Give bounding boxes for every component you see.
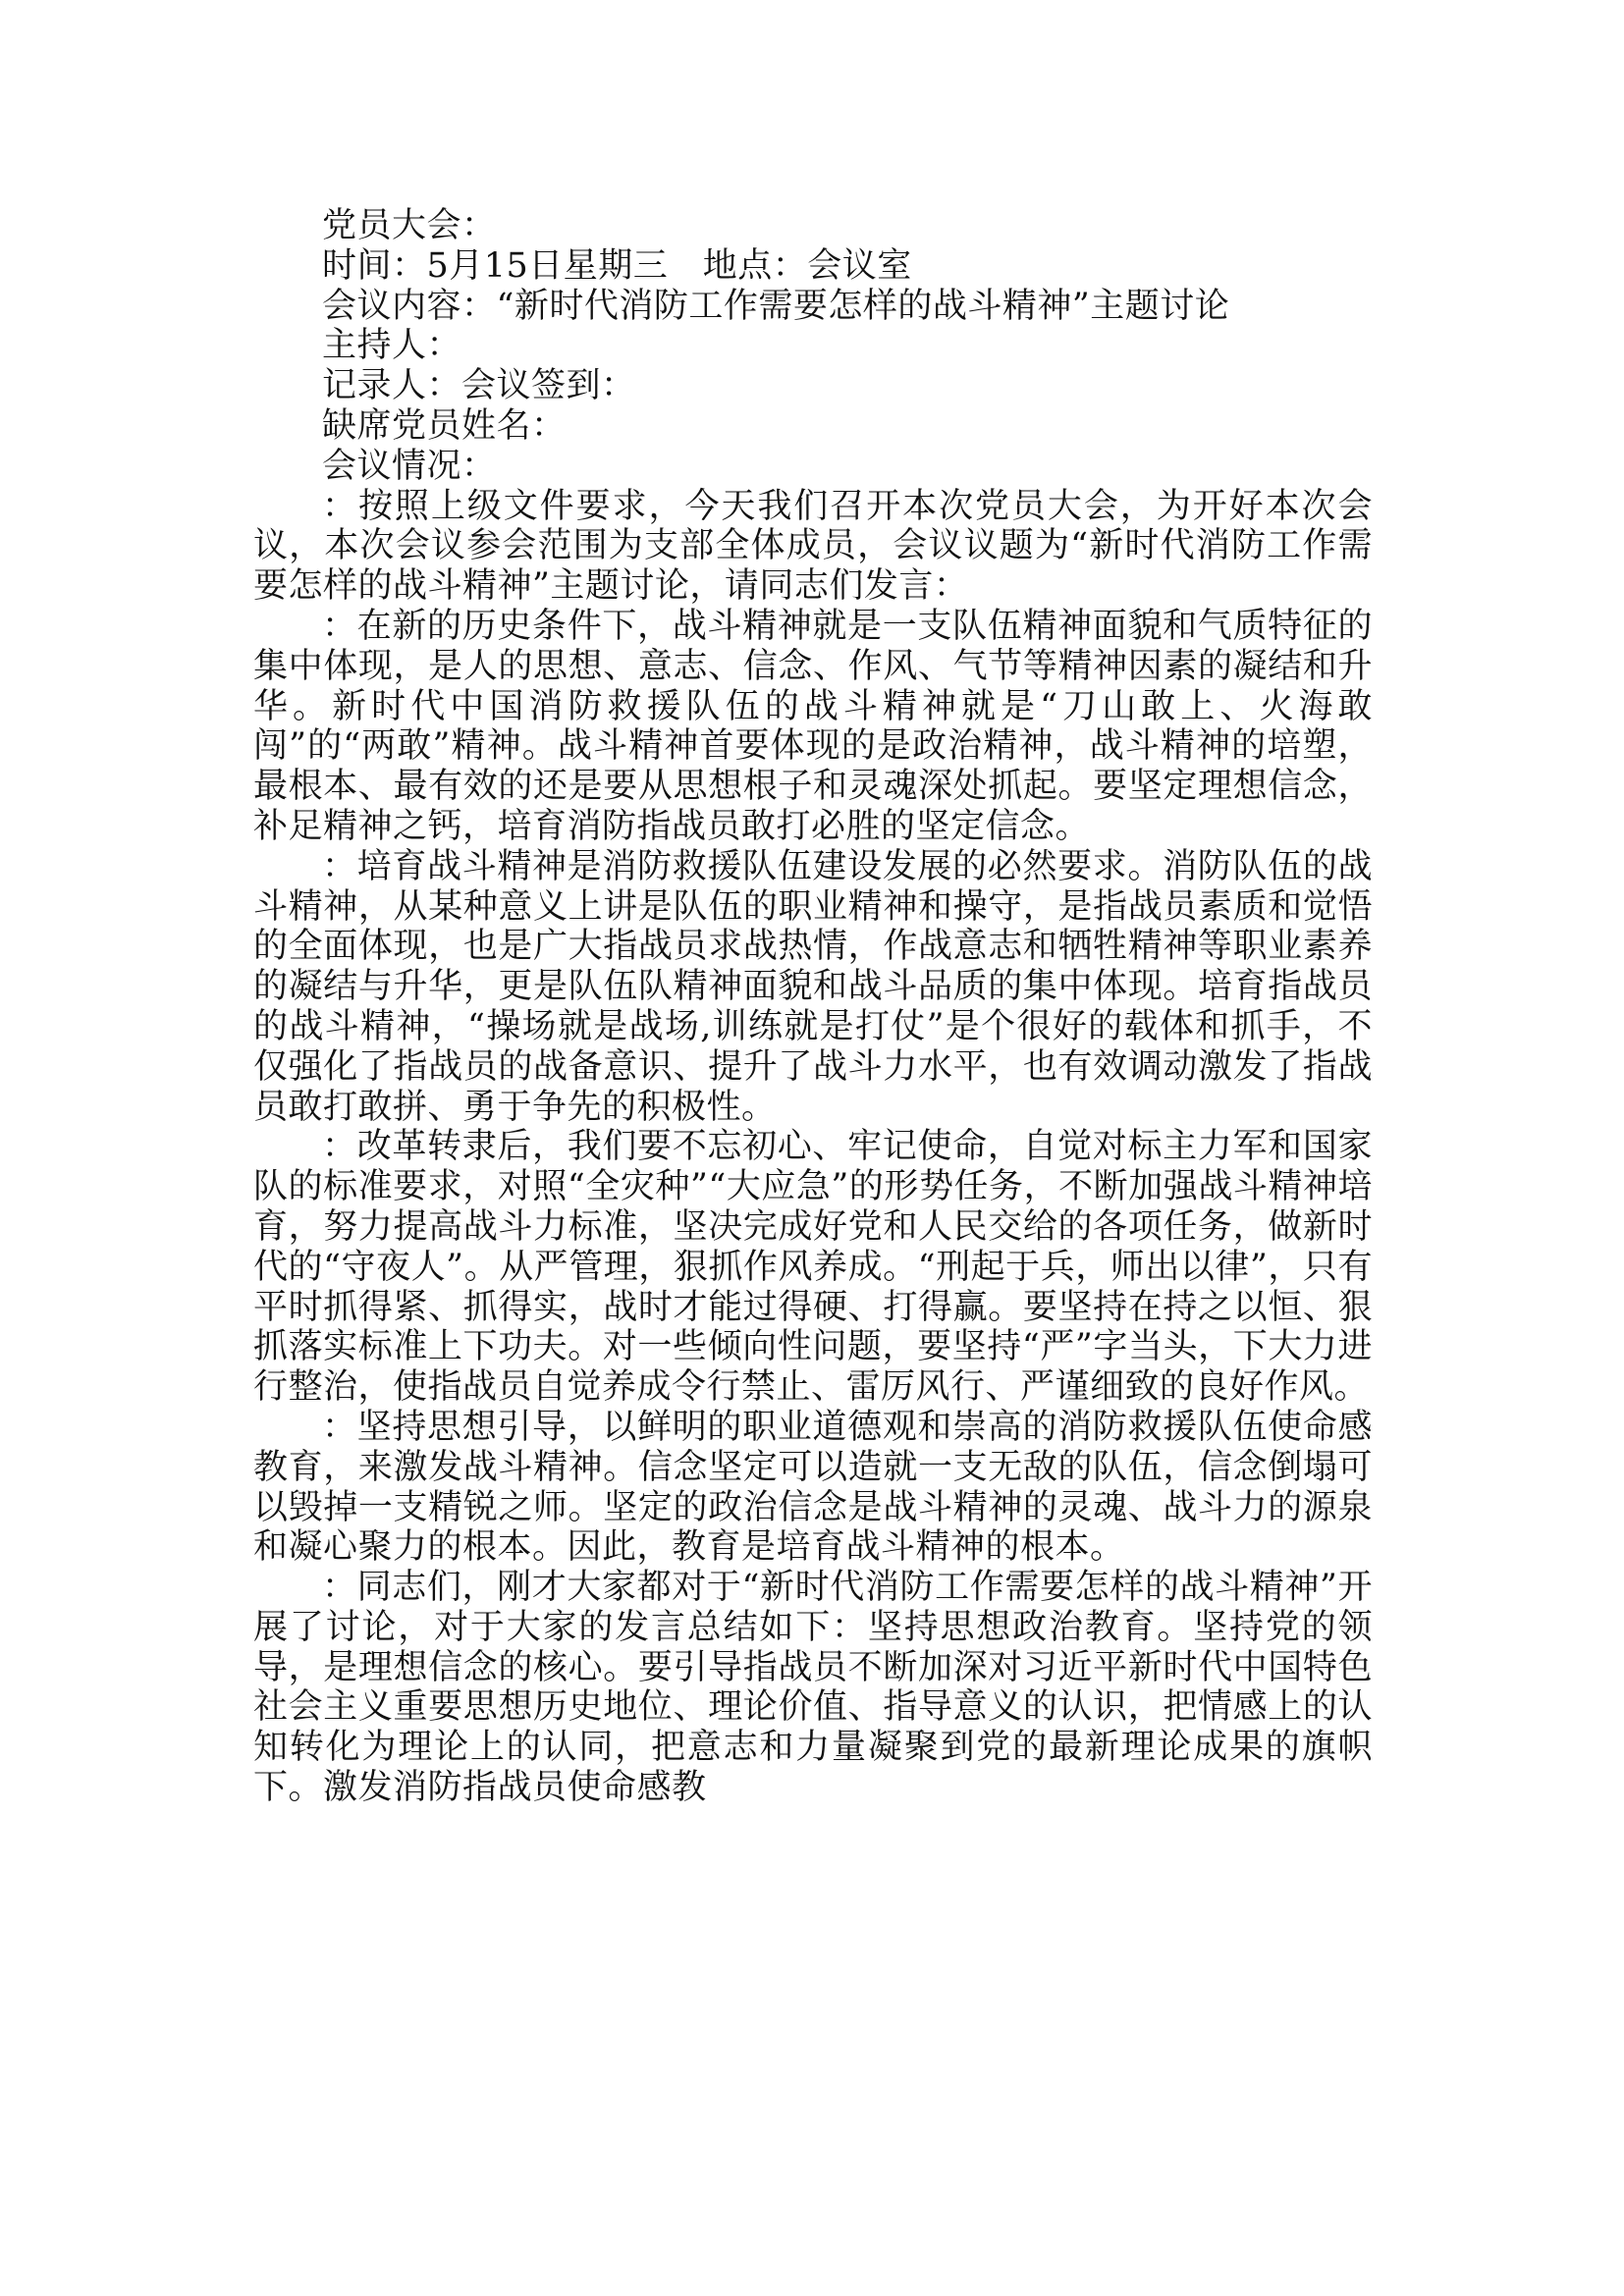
meeting-time-place: 时间：5月15日星期三 地点：会议室 bbox=[322, 245, 912, 286]
paragraph-summary: ：同志们，刚才大家都对于“新时代消防工作需要怎样的战斗精神”开展了讨论，对于大家的发言总结如下：坚持思想政治教育。坚持党的领导，是理想信念的核心。要引导指战员不断加深对习近平新时代中国特色社会主义重要思想历史地位、理论价值、指导意义的认识，把情感上的认知转化为理论上的认同，把意志和力量凝聚到党的最新理论成果的旗帜下。激发消防指战员使命感教 bbox=[253, 1568, 1373, 1808]
document-page bbox=[253, 206, 1373, 1808]
meeting-recorder: 记录人：会议签到： bbox=[322, 366, 636, 406]
meeting-host: 主持人： bbox=[322, 326, 462, 366]
paragraph-opening: ：按照上级文件要求，今天我们召开本次党员大会，为开好本次会议，本次会议参会范围为支部全体成员，会议议题为“新时代消防工作需要怎样的战斗精神”主题讨论，请同志们发言： bbox=[253, 486, 1373, 607]
paragraph-speech-1: ：在新的历史条件下，战斗精神就是一支队伍精神面貌和气质特征的集中体现，是人的思想、意志、信念、作风、气节等精神因素的凝结和升华。新时代中国消防救援队伍的战斗精神就是“刀山敢上、火海敢闯”的“两敢”精神。战斗精神首要体现的是政治精神，战斗精神的培塑，最根本、最有效的还是要从思想根子和灵魂深处抓起。要坚定理想信念，补足精神之钙，培育消防指战员敢打必胜的坚定信念。 bbox=[253, 606, 1373, 846]
paragraph-speech-4: ：坚持思想引导，以鲜明的职业道德观和崇高的消防救援队伍使命感教育，来激发战斗精神。信念坚定可以造就一支无敌的队伍，信念倒塌可以毁掉一支精锐之师。坚定的政治信念是战斗精神的灵魂、战斗力的源泉和凝心聚力的根本。因此，教育是培育战斗精神的根本。 bbox=[253, 1407, 1373, 1568]
meeting-absent: 缺席党员姓名： bbox=[322, 405, 567, 446]
meeting-content: 会议内容：“新时代消防工作需要怎样的战斗精神”主题讨论 bbox=[322, 286, 1230, 326]
paragraph-speech-2: ：培育战斗精神是消防救援队伍建设发展的必然要求。消防队伍的战斗精神，从某种意义上讲是队伍的职业精神和操守，是指战员素质和觉悟的全面体现，也是广大指战员求战热情，作战意志和牺牲精神等职业素养的凝结与升华，更是队伍队精神面貌和战斗品质的集中体现。培育指战员的战斗精神，“操场就是战场,训练就是打仗”是个很好的载体和抓手，不仅强化了指战员的战备意识、提升了战斗力水平，也有效调动激发了指战员敢打敢拼、勇于争先的积极性。 bbox=[253, 846, 1373, 1127]
meeting-status: 会议情况： bbox=[322, 446, 497, 486]
meeting-title: 党员大会： bbox=[322, 206, 497, 245]
paragraph-speech-3: ：改革转隶后，我们要不忘初心、牢记使命，自觉对标主力军和国家队的标准要求，对照“全灾种”“大应急”的形势任务，不断加强战斗精神培育，努力提高战斗力标准，坚决完成好党和人民交给的各项任务，做新时代的“守夜人”。从严管理，狠抓作风养成。“刑起于兵，师出以律”，只有平时抓得紧、抓得实，战时才能过得硬、打得赢。要坚持在持之以恒、狠抓落实标准上下功夫。对一些倾向性问题，要坚持“严”字当头，下大力进行整治，使指战员自觉养成令行禁止、雷厉风行、严谨细致的良好作风。 bbox=[253, 1127, 1373, 1408]
